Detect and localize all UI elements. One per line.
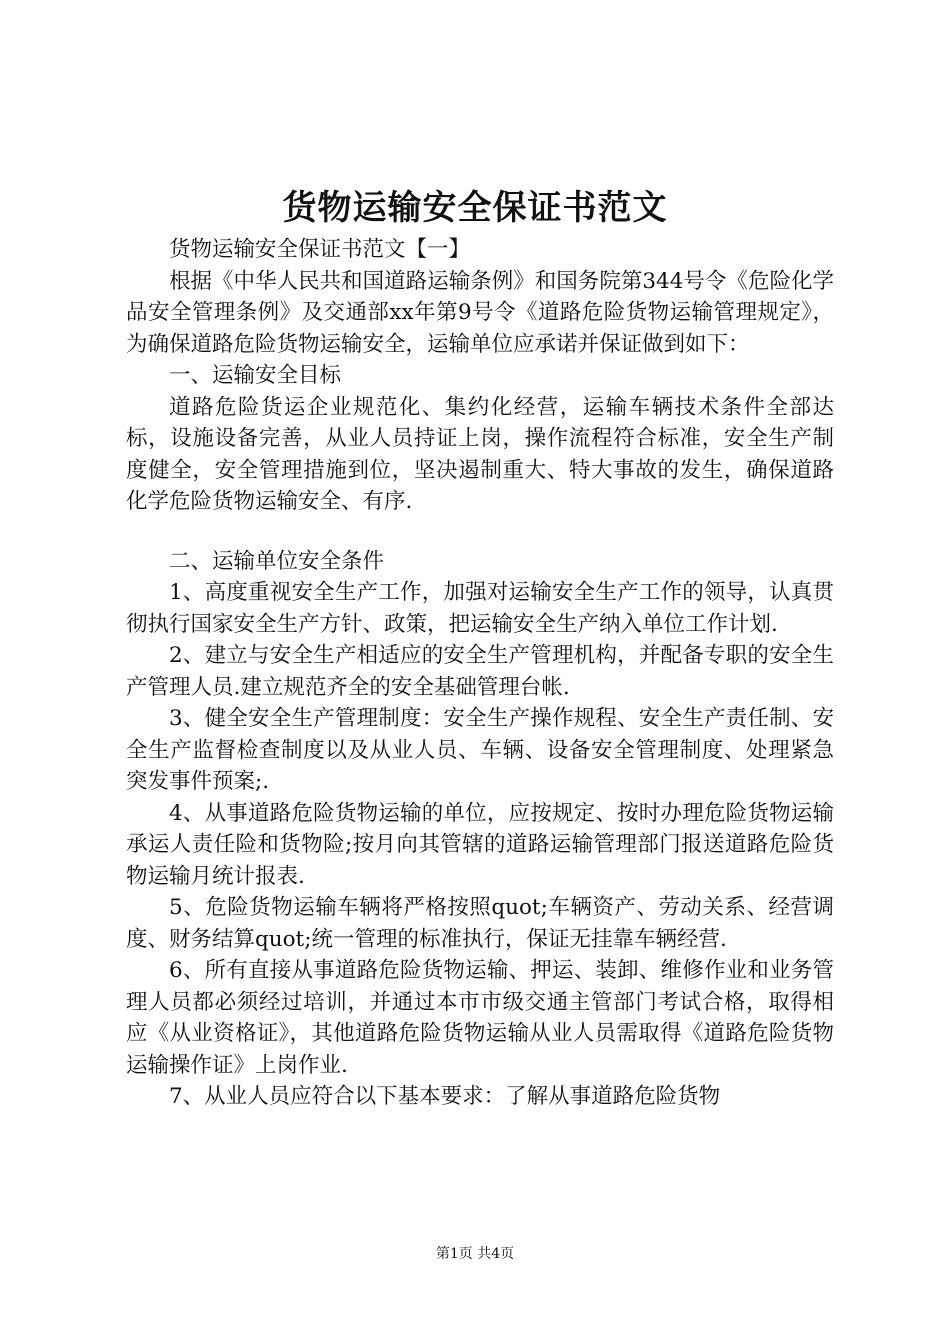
paragraph-intro: 根据《中华人民共和国道路运输条例》和国务院第344号令《危险化学品安全管理条例》及交通部xx年第9号令《道路危险货物运输管理规定》，为确保道路危险货物运输安全，运输单位应承诺并保证做到如下： bbox=[126, 268, 834, 357]
document-title: 货物运输安全保证书范文 bbox=[282, 188, 668, 228]
paragraph-item-1: 1、高度重视安全生产工作，加强对运输安全生产工作的领导，认真贯彻执行国家安全生产方针、政策，把运输安全生产纳入单位工作计划. bbox=[126, 580, 834, 637]
document-body bbox=[126, 234, 834, 1113]
paragraph-item-7: 7、从业人员应符合以下基本要求：了解从事道路危险货物 bbox=[169, 1084, 721, 1109]
paragraph-heading: 货物运输安全保证书范文【一】 bbox=[169, 237, 471, 262]
page-footer: 第1页 共4页 bbox=[435, 1246, 515, 1262]
paragraph-item-2: 2、建立与安全生产相适应的安全生产管理机构，并配备专职的安全生产管理人员.建立规范齐全的安全基础管理台帐. bbox=[126, 643, 834, 700]
paragraph-item-6: 6、所有直接从事道路危险货物运输、押运、装卸、维修作业和业务管理人员都必须经过培训，并通过本市市级交通主管部门考试合格，取得相应《从业资格证》，其他道路危险货物运输从业人员需取得《道路危险货物运输操作证》上岗作业. bbox=[126, 958, 834, 1078]
paragraph-item-4: 4、从事道路危险货物运输的单位，应按规定、按时办理危险货物运输承运人责任险和货物险;按月向其管辖的道路运输管理部门报送道路危险货物运输月统计报表. bbox=[126, 800, 834, 889]
paragraph-goal: 道路危险货运企业规范化、集约化经营，运输车辆技术条件全部达标，设施设备完善，从业人员持证上岗，操作流程符合标准，安全生产制度健全，安全管理措施到位，坚决遏制重大、特大事故的发生，确保道路化学危险货物运输安全、有序. bbox=[126, 394, 834, 514]
section-heading-conditions: 二、运输单位安全条件 bbox=[169, 548, 385, 574]
paragraph-item-5: 5、危险货物运输车辆将严格按照quot;车辆资产、劳动关系、经营调度、财务结算quot;统一管理的标准执行，保证无挂靠车辆经营. bbox=[126, 895, 834, 952]
paragraph-item-3: 3、健全安全生产管理制度：安全生产操作规程、安全生产责任制、安全生产监督检查制度以及从业人员、车辆、设备安全管理制度、处理紧急突发事件预案;. bbox=[126, 706, 834, 794]
section-heading-goal: 一、运输安全目标 bbox=[169, 363, 342, 388]
